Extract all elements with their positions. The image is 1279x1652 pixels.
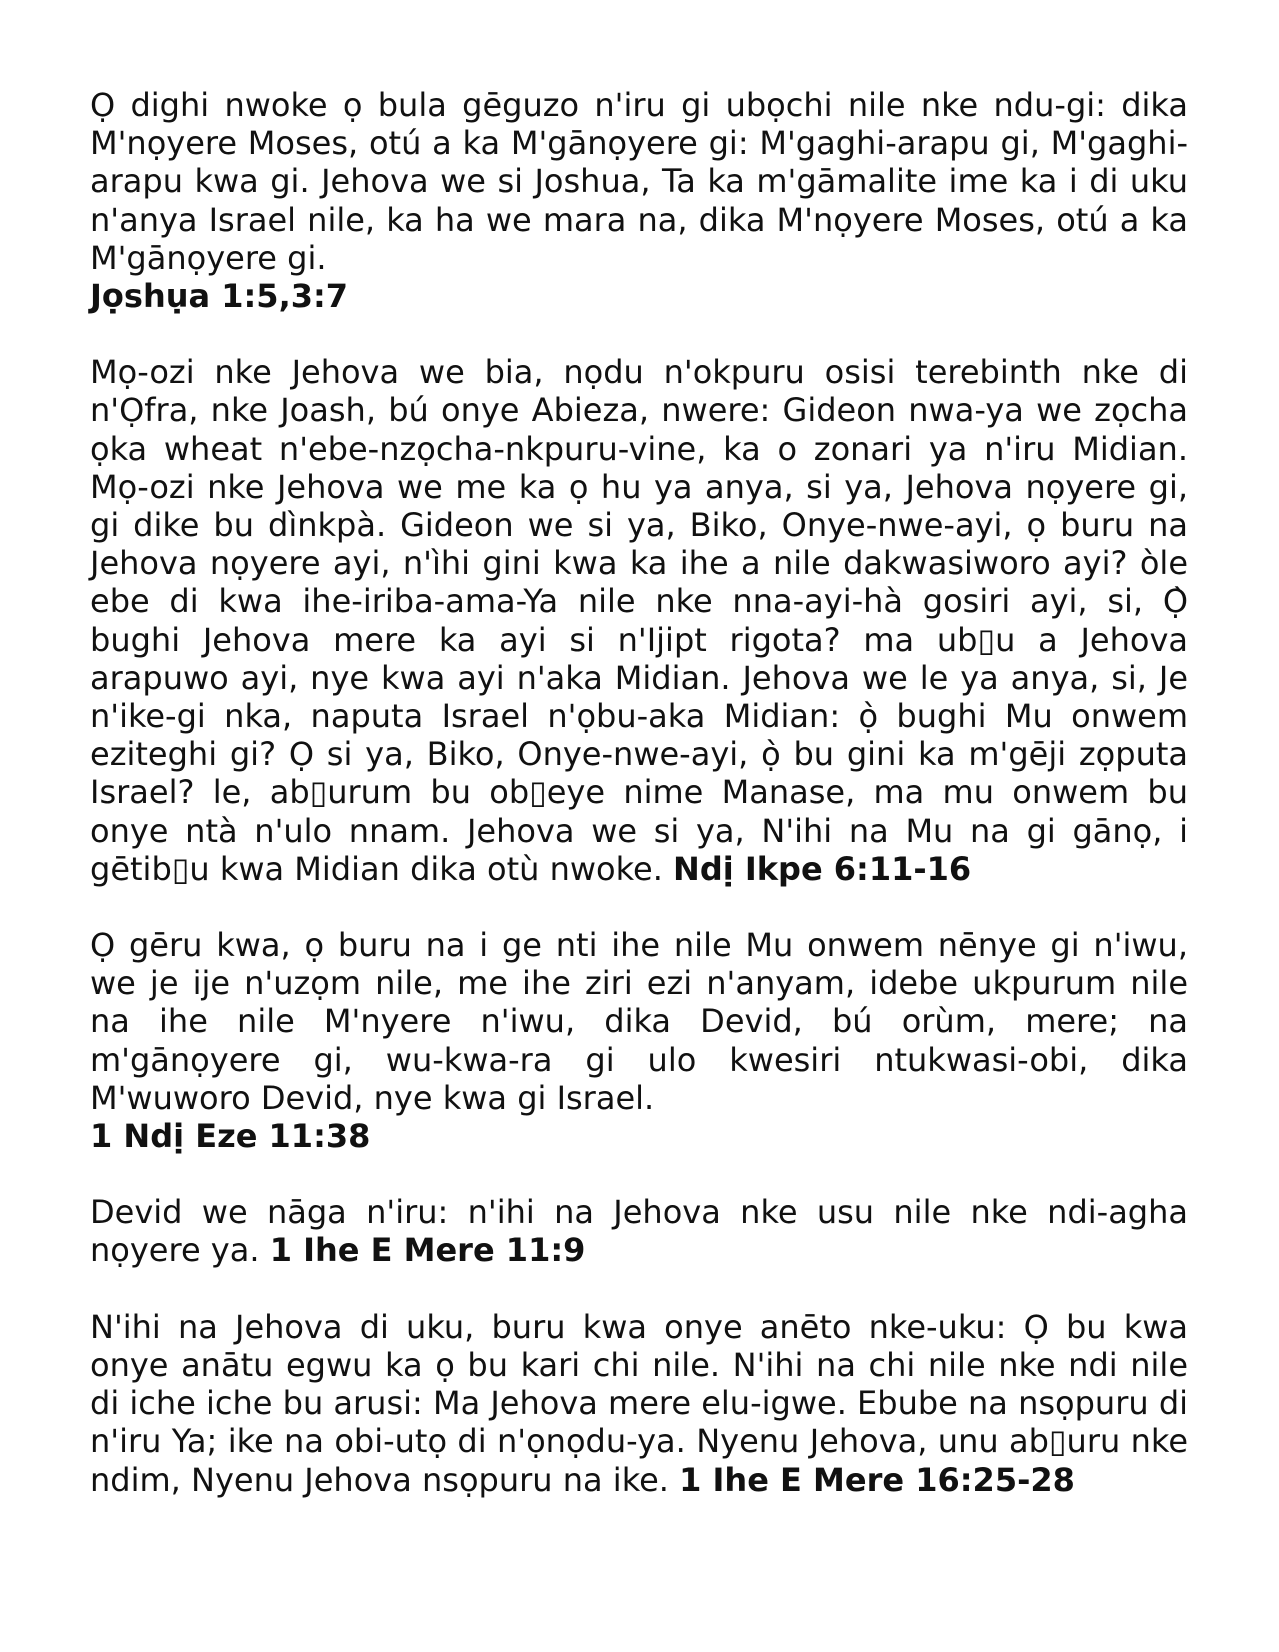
- passage-3: [90, 926, 1188, 1155]
- passage-text: N'ihi na Jehova di uku, buru kwa onye anēto nke-uku: Ọ bu kwa onye anātu egwu ka ọ bu kari chi nile. N'ihi na chi nile nke ndi nile di iche iche bu arusi: Ma Jehova mere elu-igwe. Ebube na nsọpuru di n'iru Ya; ike na obi-utọ di n'ọnọdu-ya. Nyenu Jehova, unu ab▯uru nke ndim, Nyenu Jehova nsọpuru na ike.: [90, 1307, 1189, 1499]
- passage-4: [90, 1193, 1188, 1269]
- scripture-reference: Ndị Ikpe 6:11-16: [673, 849, 972, 888]
- passage-5: [90, 1308, 1188, 1499]
- scripture-reference: Jọshụa 1:5,3:7: [90, 277, 349, 316]
- scripture-reference: 1 Ihe E Mere 16:25-28: [679, 1460, 1075, 1499]
- scripture-reference: 1 Ihe E Mere 11:9: [269, 1231, 586, 1270]
- scripture-reference: 1 Ndị Eze 11:38: [90, 1117, 371, 1156]
- passage-text: Mọ-ozi nke Jehova we bia, nọdu n'okpuru osisi terebinth nke di n'Ọfra, nke Joash, bú onye Abieza, nwere: Gideon nwa-ya we zọcha ọka wheat n'ebe-nzọcha-nkpuru-vine, ka o zonari ya n'iru Midian. Mọ-ozi nke Jehova we me ka ọ hu ya anya, si ya, Jehova nọyere gi, gi dike bu dìnkpà. Gideon we si ya, Biko, Onye-nwe-ayi, ọ buru na Jehova nọyere ayi, n'ìhi gini kwa ka ihe a nile dakwasiworo ayi? òle ebe di kwa ihe-iriba-ama-Ya nile nke nna-ayi-hà gosiri ayi, si, Ọ̀ bughi Jehova mere ka ayi si n'Ijipt rigota? ma ub▯u a Jehova arapuwo ayi, nye kwa ayi n'aka Midian. Jehova we le ya anya, si, Je n'ike-gi nka, naputa Israel n'ọbu-aka Midian: ọ̀ bughi Mu onwem eziteghi gi? Ọ si ya, Biko, Onye-nwe-ayi, ọ̀ bu gini ka m'gēji zọputa Israel? le, ab▯urum bu ob▯eye nime Manase, ma mu onwem bu onye ntà n'ulo nnam. Jehova we si ya, N'ihi na Mu na gi gānọ, i gētib▯u kwa Midian dika otù nwoke.: [90, 353, 1188, 888]
- scripture-page: [90, 86, 1188, 1537]
- passage-1: [90, 86, 1188, 315]
- passage-text: Ọ dighi nwoke ọ bula gēguzo n'iru gi ubọchi nile nke ndu-gi: dika M'nọyere Moses, otú a ka M'gānọyere gi: M'gaghi-arapu gi, M'gaghi-arapu kwa gi. Jehova we si Joshua, Ta ka m'gāmalite ime ka i di uku n'anya Israel nile, ka ha we mara na, dika M'nọyere Moses, otú a ka M'gānọyere gi.: [90, 86, 1188, 277]
- passage-2: [90, 353, 1188, 888]
- passage-text: Ọ gēru kwa, ọ buru na i ge nti ihe nile Mu onwem nēnye gi n'iwu, we je ije n'uzọm nile, me ihe ziri ezi n'anyam, idebe ukpurum nile na ihe nile M'nyere n'iwu, dika Devid, bú orùm, mere; na m'gānọyere gi, wu-kwa-ra gi ulo kwesiri ntukwasi-obi, dika M'wuworo Devid, nye kwa gi Israel.: [90, 926, 1188, 1117]
- passage-text: Devid we nāga n'iru: n'ihi na Jehova nke usu nile nke ndi-agha nọyere ya.: [90, 1193, 1188, 1270]
